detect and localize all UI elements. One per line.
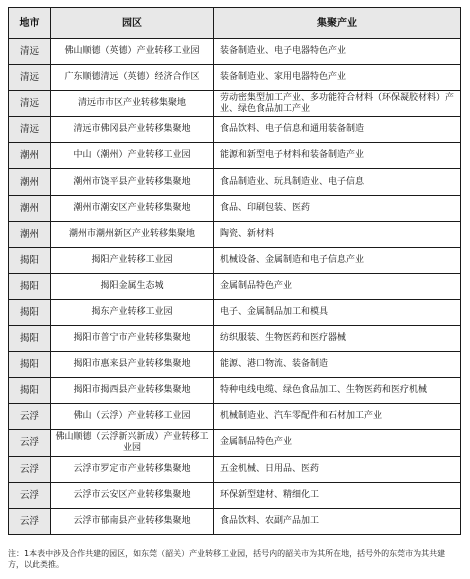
industry-cell: 能源、港口物流、装备制造 bbox=[214, 352, 461, 378]
table-row bbox=[9, 352, 461, 378]
park-cell: 云浮市云安区产业转移集聚地 bbox=[51, 482, 214, 508]
park-cell: 揭阳金属生态城 bbox=[51, 273, 214, 299]
city-cell: 揭阳 bbox=[9, 378, 51, 404]
header-city: 地市 bbox=[9, 8, 51, 39]
industry-park-table bbox=[8, 7, 461, 535]
city-cell: 揭阳 bbox=[9, 299, 51, 325]
park-cell: 清远市市区产业转移集聚地 bbox=[51, 91, 214, 117]
table-row bbox=[9, 456, 461, 482]
industry-cell: 金属制品特色产业 bbox=[214, 273, 461, 299]
industry-cell: 食品饮料、农副产品加工 bbox=[214, 508, 461, 534]
park-cell: 佛山顺德（云浮新兴新成）产业转移工业园 bbox=[51, 430, 214, 456]
park-cell: 佛山顺德（英德）产业转移工业园 bbox=[51, 39, 214, 65]
industry-cell: 食品制造业、玩具制造业、电子信息 bbox=[214, 169, 461, 195]
city-cell: 潮州 bbox=[9, 143, 51, 169]
park-cell: 潮州市饶平县产业转移集聚地 bbox=[51, 169, 214, 195]
city-cell: 潮州 bbox=[9, 195, 51, 221]
city-cell: 清远 bbox=[9, 65, 51, 91]
park-cell: 清远市佛冈县产业转移集聚地 bbox=[51, 117, 214, 143]
city-cell: 潮州 bbox=[9, 221, 51, 247]
city-cell: 揭阳 bbox=[9, 326, 51, 352]
industry-cell: 食品、印刷包装、医药 bbox=[214, 195, 461, 221]
table-row bbox=[9, 273, 461, 299]
city-cell: 潮州 bbox=[9, 169, 51, 195]
park-cell: 揭东产业转移工业园 bbox=[51, 299, 214, 325]
park-cell: 揭阳市普宁市产业转移集聚地 bbox=[51, 326, 214, 352]
city-cell: 云浮 bbox=[9, 430, 51, 456]
city-cell: 揭阳 bbox=[9, 273, 51, 299]
city-cell: 云浮 bbox=[9, 508, 51, 534]
industry-cell: 电子、金属制品加工和模具 bbox=[214, 299, 461, 325]
table-row bbox=[9, 143, 461, 169]
table-footnote: 注：1本表中涉及合作共建的园区，如东莞（韶关）产业转移工业园，括号内的韶关市为其所在地，括号外的东莞市为其共建方，以此类推。 bbox=[8, 549, 446, 569]
table-row bbox=[9, 195, 461, 221]
industry-cell: 劳动密集型加工产业、多功能符合材料（环保凝胶材料）产业、绿色食品加工产业 bbox=[214, 91, 461, 117]
city-cell: 揭阳 bbox=[9, 247, 51, 273]
header-row bbox=[9, 8, 461, 39]
table-row bbox=[9, 91, 461, 117]
table-row bbox=[9, 299, 461, 325]
table-header bbox=[9, 8, 461, 39]
park-cell: 中山（潮州）产业转移工业园 bbox=[51, 143, 214, 169]
industry-cell: 机械制造业、汽车零配件和石材加工产业 bbox=[214, 404, 461, 430]
table-row bbox=[9, 117, 461, 143]
city-cell: 云浮 bbox=[9, 404, 51, 430]
table-row bbox=[9, 378, 461, 404]
park-cell: 潮州市潮安区产业转移集聚地 bbox=[51, 195, 214, 221]
header-industry: 集聚产业 bbox=[214, 8, 461, 39]
park-cell: 潮州市潮州新区产业转移集聚地 bbox=[51, 221, 214, 247]
table-row bbox=[9, 482, 461, 508]
industry-park-table-container bbox=[8, 7, 460, 535]
industry-cell: 陶瓷、新材料 bbox=[214, 221, 461, 247]
industry-cell: 特种电线电缆、绿色食品加工、生物医药和医疗机械 bbox=[214, 378, 461, 404]
header-park: 园区 bbox=[51, 8, 214, 39]
table-row bbox=[9, 430, 461, 456]
park-cell: 揭阳市揭西县产业转移集聚地 bbox=[51, 378, 214, 404]
city-cell: 云浮 bbox=[9, 456, 51, 482]
park-cell: 揭阳产业转移工业园 bbox=[51, 247, 214, 273]
park-cell: 佛山（云浮）产业转移工业园 bbox=[51, 404, 214, 430]
table-row bbox=[9, 65, 461, 91]
city-cell: 清远 bbox=[9, 91, 51, 117]
table-body bbox=[9, 39, 461, 535]
table-row bbox=[9, 404, 461, 430]
park-cell: 广东顺德清远（英德）经济合作区 bbox=[51, 65, 214, 91]
city-cell: 云浮 bbox=[9, 482, 51, 508]
industry-cell: 纺织服装、生物医药和医疗器械 bbox=[214, 326, 461, 352]
industry-cell: 装备制造业、家用电器特色产业 bbox=[214, 65, 461, 91]
park-cell: 揭阳市惠来县产业转移集聚地 bbox=[51, 352, 214, 378]
table-row bbox=[9, 169, 461, 195]
industry-cell: 能源和新型电子材料和装备制造产业 bbox=[214, 143, 461, 169]
industry-cell: 机械设备、金属制造和电子信息产业 bbox=[214, 247, 461, 273]
table-row bbox=[9, 221, 461, 247]
industry-cell: 五金机械、日用品、医药 bbox=[214, 456, 461, 482]
industry-cell: 食品饮料、电子信息和通用装备制造 bbox=[214, 117, 461, 143]
park-cell: 云浮市郁南县产业转移集聚地 bbox=[51, 508, 214, 534]
industry-cell: 装备制造业、电子电器特色产业 bbox=[214, 39, 461, 65]
city-cell: 揭阳 bbox=[9, 352, 51, 378]
park-cell: 云浮市罗定市产业转移集聚地 bbox=[51, 456, 214, 482]
table-row bbox=[9, 326, 461, 352]
table-row bbox=[9, 39, 461, 65]
city-cell: 清远 bbox=[9, 39, 51, 65]
table-row bbox=[9, 508, 461, 534]
industry-cell: 环保新型建材、精细化工 bbox=[214, 482, 461, 508]
city-cell: 清远 bbox=[9, 117, 51, 143]
table-row bbox=[9, 247, 461, 273]
industry-cell: 金属制品特色产业 bbox=[214, 430, 461, 456]
